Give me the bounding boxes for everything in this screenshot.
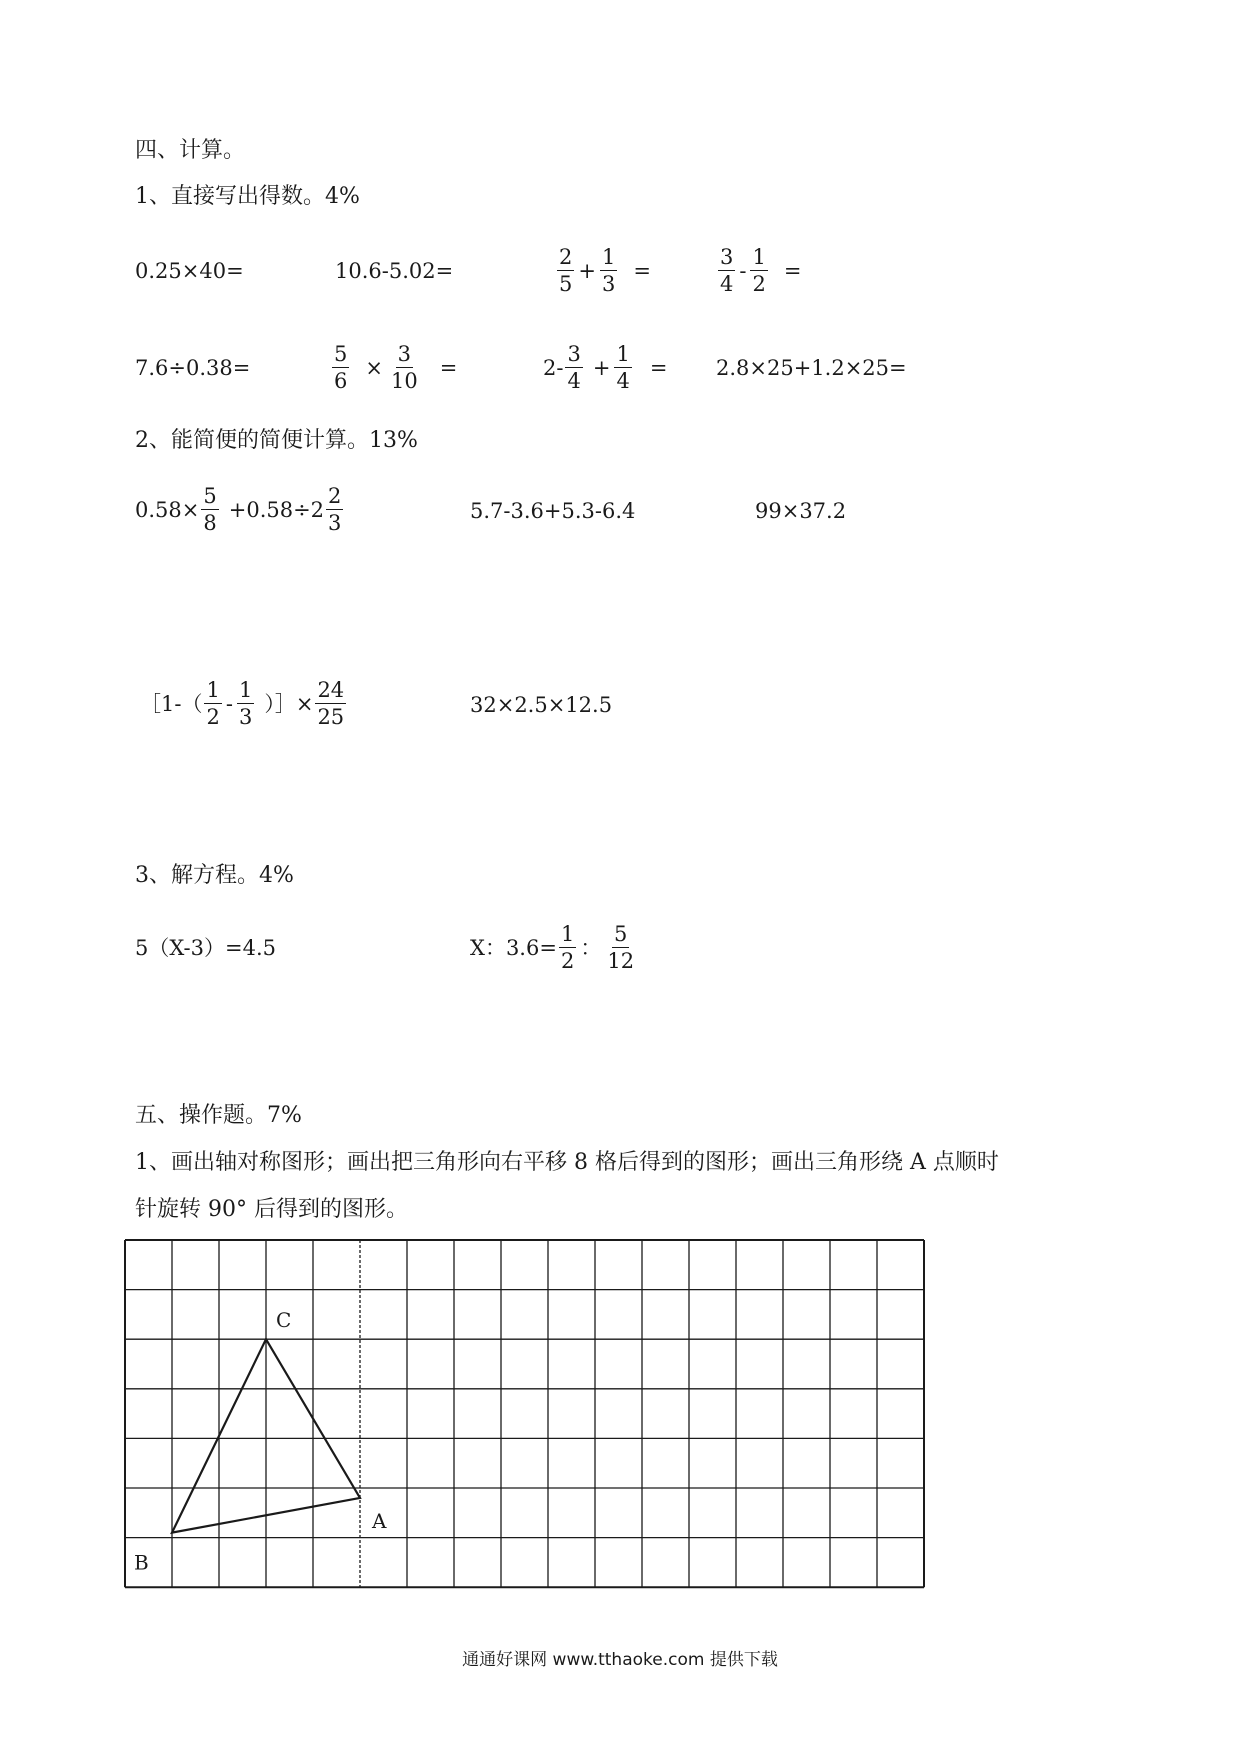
q1-item-h: 2.8×25+1.2×25=: [716, 356, 907, 380]
q1-item-c: $\frac{2}{5}$ + $\frac{1}{3}$ =: [559, 245, 651, 296]
q1-item-f: $\frac{5}{6}$ × $\frac{3}{10}$ =: [334, 342, 458, 393]
q1-item-g: 2 - $\frac{3}{4}$ + $\frac{1}{4}$ =: [543, 342, 668, 393]
section5-q1-line2: 针旋转 90° 后得到的图形。: [135, 1197, 408, 1222]
q1-item-e: 7.6÷0.38=: [135, 356, 251, 380]
vertex-label-b: B: [134, 1550, 149, 1575]
section5-q1-line1: 1、画出轴对称图形；画出把三角形向右平移 8 格后得到的图形；画出三角形绕 A 点顺时: [135, 1150, 999, 1175]
q3-item-b: X：3.6= $\frac{1}{2}$ ： $\frac{5}{12}$: [470, 922, 635, 973]
q2-item-c: 99×37.2: [755, 499, 847, 523]
grid-lines: [125, 1240, 924, 1587]
vertex-label-a: A: [372, 1508, 387, 1533]
footer-credit: 通通好课网 www.tthaoke.com 提供下载: [462, 1650, 778, 1670]
q3-title: 3、解方程。4%: [135, 863, 294, 888]
q1-item-b: 10.6-5.02=: [335, 259, 454, 283]
q1-item-a: 0.25×40=: [135, 259, 244, 283]
section4-title: 四、计算。: [135, 138, 246, 163]
q2-item-e: 32×2.5×12.5: [470, 693, 613, 717]
q1-title: 1、直接写出得数。4%: [135, 184, 360, 209]
q3-item-a: 5（X-3）=4.5: [135, 936, 277, 960]
q2-item-b: 5.7-3.6+5.3-6.4: [470, 499, 636, 523]
q2-title: 2、能简便的简便计算。13%: [135, 428, 418, 453]
q2-item-d: ［1-（ $\frac{1}{2}$ - $\frac{1}{3}$ ）］× $\frac{24}{25}$: [140, 678, 345, 729]
section5-title: 五、操作题。7%: [135, 1103, 302, 1128]
q1-item-d: $\frac{3}{4}$ - $\frac{1}{2}$ =: [720, 245, 802, 296]
q2-item-a: 0.58× $\frac{5}{8}$ +0.58÷2 $\frac{2}{3}$: [135, 484, 342, 535]
vertex-label-c: C: [276, 1308, 292, 1333]
